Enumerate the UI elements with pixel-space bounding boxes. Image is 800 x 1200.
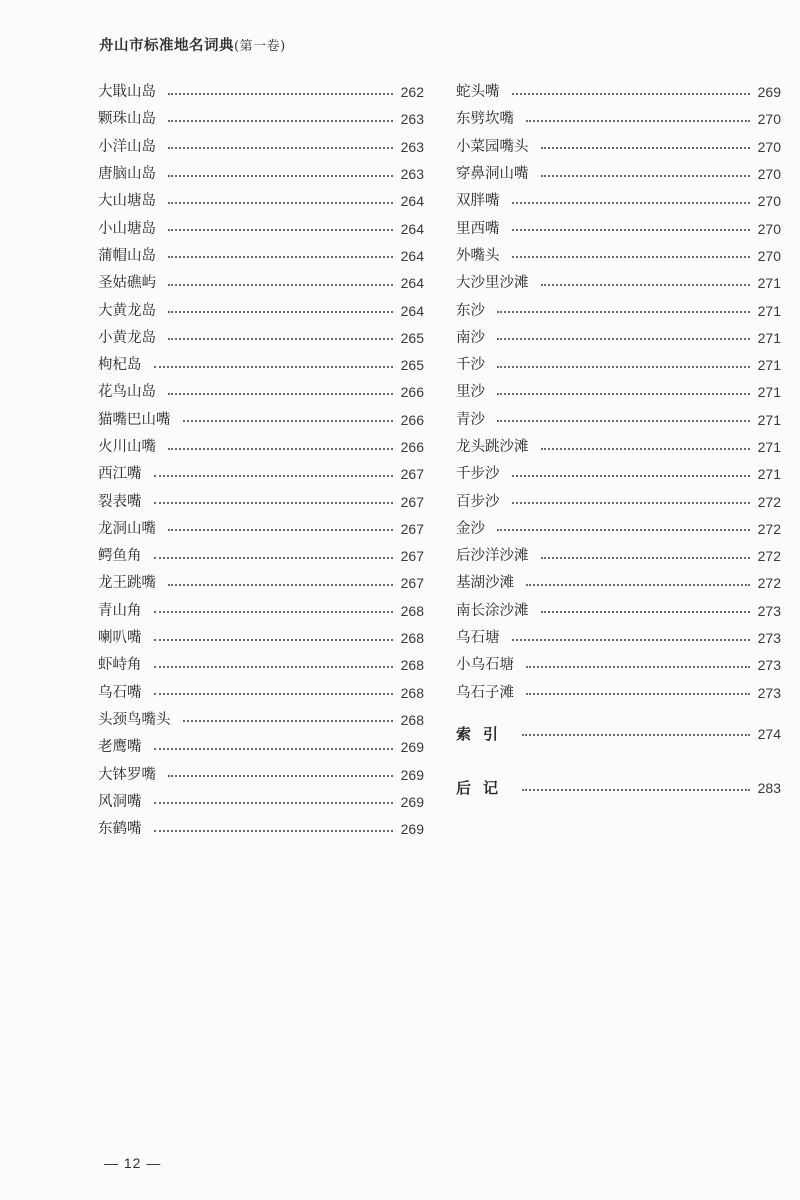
toc-entry-name: 大黄龙岛 [98,302,156,319]
toc-entry-name: 小山塘岛 [98,220,156,237]
toc-entry-page: 265 [400,329,424,346]
dot-leader [168,529,393,531]
toc-entry[interactable] [98,297,424,324]
toc-entry[interactable] [98,761,424,788]
running-header [99,34,286,55]
toc-entry-name: 大戢山岛 [98,84,156,101]
dot-leader [168,202,393,204]
toc-entry-page: 271 [757,439,781,455]
toc-entry-page: 283 [757,780,781,797]
toc-entry-name: 火川山嘴 [98,439,156,455]
toc-entry-page: 273 [757,657,781,674]
toc-entry[interactable] [456,543,781,570]
toc-entry-name: 青山角 [98,602,142,619]
dot-leader [168,284,393,286]
toc-entry[interactable] [98,625,424,652]
dot-leader [512,639,750,641]
toc-entry-page: 271 [757,275,781,292]
dot-leader [154,748,393,750]
toc-entry-page: 272 [757,493,781,510]
toc-entry-page: 272 [757,520,781,537]
toc-entry-name: 龙王跳嘴 [98,575,156,592]
toc-section-entry[interactable] [456,775,781,802]
toc-entry-name: 金沙 [456,520,485,537]
toc-entry[interactable] [456,652,781,679]
dot-leader [154,693,393,695]
toc-entry[interactable] [98,488,424,515]
toc-entry-name: 东沙 [456,302,485,319]
dot-leader [512,202,750,204]
toc-entry-page: 269 [400,793,424,810]
toc-entry[interactable] [456,297,781,324]
dot-leader [526,584,750,586]
toc-entry[interactable] [456,325,781,352]
dot-leader [168,175,393,177]
toc-entry[interactable] [456,570,781,597]
toc-entry-page: 268 [400,602,424,619]
dot-leader [497,393,750,395]
dot-leader [168,93,393,95]
toc-entry-page: 266 [400,411,424,428]
dot-leader [541,557,750,559]
book-title: 舟山市标准地名词典 [99,37,234,54]
toc-entry-page: 273 [757,602,781,619]
toc-entry-page: 271 [757,329,781,346]
dot-leader [541,611,750,613]
dot-leader [183,720,393,722]
toc-entry-page: 265 [400,357,424,374]
toc-entry-name: 龙头跳沙滩 [456,439,529,455]
dot-leader [168,120,393,122]
toc-entry-name: 千步沙 [456,466,500,483]
toc-entry-name: 大钵罗嘴 [98,766,156,783]
dot-leader [526,693,750,695]
toc-entry[interactable] [98,188,424,215]
toc-entry-page: 271 [757,357,781,374]
toc-entry-page: 270 [757,220,781,237]
toc-entry-name: 乌石嘴 [98,684,142,701]
dot-leader [522,789,750,791]
toc-left-column [98,79,424,843]
toc-entry[interactable] [98,106,424,133]
toc-entry[interactable] [98,434,424,461]
toc-entry-name: 后记 [456,779,511,798]
toc-entry-page: 267 [400,548,424,565]
dot-leader [168,584,393,586]
toc-entry[interactable] [98,407,424,434]
dot-leader [497,338,750,340]
toc-entry[interactable] [456,215,781,242]
toc-entry[interactable] [98,270,424,297]
toc-entry-name: 里西嘴 [456,220,500,237]
toc-entry-page: 264 [400,302,424,319]
toc-entry-name: 索引 [456,724,511,743]
toc-entry-page: 267 [400,466,424,483]
toc-entry-page: 270 [757,166,781,183]
toc-entry[interactable] [456,79,781,106]
toc-entry-name: 裂表嘴 [98,493,142,510]
toc-entry-page: 267 [400,493,424,510]
toc-entry-page: 272 [757,548,781,565]
toc-entry-page: 270 [757,111,781,128]
dot-leader [183,420,393,422]
toc-entry[interactable] [98,516,424,543]
toc-entry[interactable] [98,598,424,625]
toc-entry-name: 穿鼻洞山嘴 [456,166,529,183]
toc-entry-name: 枸杞岛 [98,357,142,374]
toc-entry[interactable] [98,352,424,379]
dot-leader [541,147,750,149]
toc-entry-page: 269 [400,739,424,756]
dot-leader [168,311,393,313]
toc-entry-page: 271 [757,384,781,401]
toc-entry[interactable] [98,215,424,242]
dot-leader [512,229,750,231]
dot-leader [168,338,393,340]
dot-leader [541,175,750,177]
dot-leader [168,393,393,395]
dot-leader [154,830,393,832]
toc-right-column [456,79,781,802]
toc-entry[interactable] [98,243,424,270]
toc-entry-name: 圣姑礁屿 [98,275,156,292]
toc-entry[interactable] [98,543,424,570]
toc-entry-page: 263 [400,166,424,183]
toc-entry-name: 唐脑山岛 [98,166,156,183]
toc-entry-name: 花鸟山岛 [98,384,156,401]
dot-leader [497,420,750,422]
toc-entry-page: 267 [400,575,424,592]
dot-leader [168,229,393,231]
dot-leader [541,284,750,286]
toc-entry-page: 268 [400,684,424,701]
toc-entry-page: 273 [757,684,781,701]
toc-entry[interactable] [456,270,781,297]
toc-entry[interactable] [456,188,781,215]
toc-entry-name: 后沙洋沙滩 [456,548,529,565]
dot-leader [526,120,750,122]
toc-entry-name: 小乌石塘 [456,657,514,674]
toc-entry-name: 南沙 [456,329,485,346]
toc-entry-page: 266 [400,439,424,455]
toc-entry[interactable] [98,134,424,161]
toc-entry[interactable] [456,161,781,188]
toc-entry-name: 南长涂沙滩 [456,602,529,619]
toc-entry-name: 龙洞山嘴 [98,520,156,537]
toc-entry-name: 老鹰嘴 [98,739,142,756]
toc-entry-page: 266 [400,384,424,401]
toc-entry-page: 272 [757,575,781,592]
toc-entry[interactable] [98,325,424,352]
toc-entry[interactable] [98,707,424,734]
toc-entry[interactable] [98,652,424,679]
toc-entry-name: 喇叭嘴 [98,630,142,647]
toc-entry-page: 269 [757,84,781,101]
toc-entry-page: 268 [400,711,424,728]
toc-entry-name: 百步沙 [456,493,500,510]
dot-leader [497,311,750,313]
toc-entry-name: 蒲帽山岛 [98,247,156,264]
toc-entry-name: 双胖嘴 [456,193,500,210]
toc-entry-page: 274 [757,725,781,742]
toc-entry-name: 鳄鱼角 [98,548,142,565]
toc-entry[interactable] [98,816,424,843]
toc-entry-name: 外嘴头 [456,247,500,264]
dot-leader [168,448,393,450]
toc-entry-page: 269 [400,766,424,783]
dot-leader [512,93,750,95]
toc-entry-page: 268 [400,657,424,674]
toc-entry-page: 267 [400,520,424,537]
toc-entry[interactable] [456,407,781,434]
toc-entry-name: 乌石子滩 [456,684,514,701]
toc-entry-name: 西江嘴 [98,466,142,483]
toc-entry-name: 东劈坎嘴 [456,111,514,128]
toc-entry-name: 千沙 [456,357,485,374]
toc-entry-page: 264 [400,247,424,264]
toc-entry[interactable] [98,734,424,761]
dot-leader [154,666,393,668]
toc-entry[interactable] [456,379,781,406]
toc-entry-page: 270 [757,193,781,210]
toc-entry-page: 262 [400,84,424,101]
toc-entry[interactable] [456,488,781,515]
toc-entry-page: 273 [757,630,781,647]
toc-entry-name: 小菜园嘴头 [456,138,529,155]
toc-entry[interactable] [456,352,781,379]
toc-entry[interactable] [98,161,424,188]
dot-leader [541,448,750,450]
toc-entry-name: 基湖沙滩 [456,575,514,592]
toc-entry-name: 蛇头嘴 [456,84,500,101]
toc-entry-page: 270 [757,247,781,264]
dot-leader [154,557,393,559]
dot-leader [512,475,750,477]
toc-entry[interactable] [98,461,424,488]
toc-entry-name: 乌石塘 [456,630,500,647]
toc-entry[interactable] [98,79,424,106]
dot-leader [154,802,393,804]
toc-entry[interactable] [456,434,781,461]
toc-entry-page: 264 [400,220,424,237]
dot-leader [512,256,750,258]
toc-entry-page: 263 [400,138,424,155]
toc-entry[interactable] [456,625,781,652]
dot-leader [522,734,750,736]
dot-leader [497,529,750,531]
toc-entry-page: 264 [400,275,424,292]
toc-entry-page: 270 [757,138,781,155]
toc-entry-name: 大山塘岛 [98,193,156,210]
toc-entry-name: 头颈鸟嘴头 [98,711,171,728]
toc-entry-name: 风洞嘴 [98,793,142,810]
dot-leader [526,666,750,668]
toc-section-entry[interactable] [456,721,781,748]
toc-entry[interactable] [98,789,424,816]
dot-leader [154,475,393,477]
toc-entry[interactable] [98,379,424,406]
toc-entry-name: 大沙里沙滩 [456,275,529,292]
toc-entry-page: 271 [757,411,781,428]
toc-entry-name: 小黄龙岛 [98,329,156,346]
toc-entry-page: 268 [400,630,424,647]
toc-entry-name: 小洋山岛 [98,138,156,155]
dot-leader [512,502,750,504]
dot-leader [154,639,393,641]
toc-entry[interactable] [456,680,781,707]
toc-entry[interactable] [456,461,781,488]
toc-entry-page: 269 [400,821,424,838]
toc-entry-name: 虾峙角 [98,657,142,674]
dot-leader [168,256,393,258]
volume-label: (第一卷) [234,39,286,54]
dot-leader [497,366,750,368]
toc-entry[interactable] [456,243,781,270]
toc-entry-name: 东鹤嘴 [98,821,142,838]
toc-entry[interactable] [456,106,781,133]
toc-entry[interactable] [98,570,424,597]
toc-entry-page: 263 [400,111,424,128]
page-number: — 12 — [104,1155,162,1171]
toc-entry-name: 青沙 [456,411,485,428]
toc-entry-page: 264 [400,193,424,210]
toc-entry[interactable] [456,516,781,543]
dot-leader [168,775,393,777]
toc-entry-name: 猫嘴巴山嘴 [98,411,171,428]
toc-entry-name: 颗珠山岛 [98,111,156,128]
dot-leader [154,366,393,368]
toc-entry-page: 271 [757,466,781,483]
toc-entry-name: 里沙 [456,384,485,401]
toc-entry-page: 271 [757,302,781,319]
dot-leader [154,611,393,613]
toc-entry[interactable] [98,680,424,707]
toc-entry[interactable] [456,134,781,161]
toc-entry[interactable] [456,598,781,625]
dot-leader [154,502,393,504]
dot-leader [168,147,393,149]
